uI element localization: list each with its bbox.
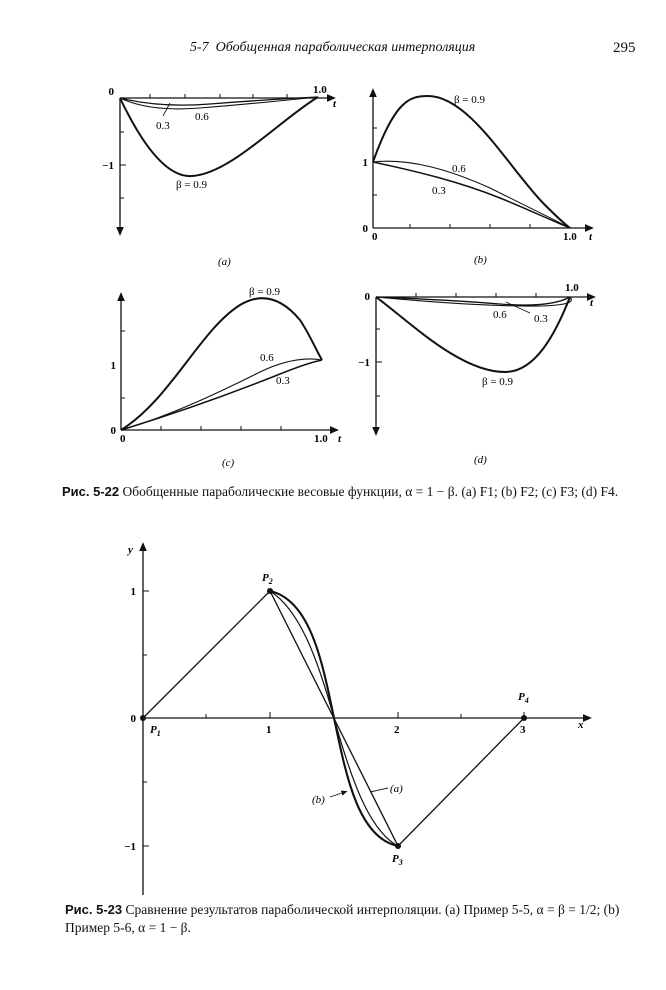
fig23-x-tick-2: 2 xyxy=(394,724,400,736)
panel-d-label-06: 0.6 xyxy=(493,309,507,321)
panel-c-curve-03 xyxy=(121,360,322,430)
panel-a-y-tick-0: 0 xyxy=(108,86,114,98)
panel-c xyxy=(121,296,335,430)
figure-5-23-caption xyxy=(65,901,653,937)
panel-a-x-end: 1.0 xyxy=(313,84,327,96)
panel-a-y-tick-neg1: −1 xyxy=(102,160,114,172)
point-p4 xyxy=(521,715,527,721)
section-number: 5-7 xyxy=(190,40,209,55)
panel-c-x-origin: 0 xyxy=(120,433,126,445)
panel-c-axis-t: t xyxy=(338,433,342,445)
label-p4: $P_4$ xyxy=(518,691,529,705)
caption-number: Рис. 5-23 xyxy=(65,902,123,917)
label-p3: $P_3$ xyxy=(392,853,403,867)
panel-a-caption-label: (a) xyxy=(218,256,231,268)
panel-b-y-tick-0: 0 xyxy=(362,223,368,235)
fig23-label-b: (b) xyxy=(312,794,325,806)
panel-d-label-09: β = 0.9 xyxy=(482,376,514,388)
panel-b-x-end: 1.0 xyxy=(563,231,577,243)
panel-d-axis-t: t xyxy=(590,297,594,309)
panel-d xyxy=(376,293,592,432)
panel-b-x-origin: 0 xyxy=(372,231,378,243)
figure-5-22-caption xyxy=(62,483,647,501)
label-p1: $P_1$ xyxy=(150,724,161,738)
fig23-y-tick-1: 1 xyxy=(130,586,136,598)
caption-text: Сравнение результатов параболической интерполяции. (a) Пример 5-5, α = β = 1/2; (b) Пример 5-6, α = 1 − β. xyxy=(65,902,620,935)
panel-a-curve-09 xyxy=(120,97,318,176)
panel-d-label-03: 0.3 xyxy=(534,313,548,325)
panel-a xyxy=(120,94,332,232)
panel-c-y-tick-1: 1 xyxy=(110,360,116,372)
panel-d-x-end: 1.0 xyxy=(565,282,579,294)
point-p3 xyxy=(395,843,401,849)
page-number: 295 xyxy=(613,40,636,56)
panel-b-caption-label: (b) xyxy=(474,254,487,266)
panel-a-axis-t: t xyxy=(333,98,337,110)
panel-c-caption-label: (c) xyxy=(222,457,235,469)
panel-b-curve-03 xyxy=(373,162,570,228)
panel-d-y-tick-neg1: −1 xyxy=(358,357,370,369)
point-p2 xyxy=(267,588,273,594)
panel-c-x-end: 1.0 xyxy=(314,433,328,445)
fig23-x-tick-1: 1 xyxy=(266,724,272,736)
fig23-y-tick-0: 0 xyxy=(130,713,136,725)
panel-b-label-03: 0.3 xyxy=(432,185,446,197)
panel-b-axis-t: t xyxy=(589,231,593,243)
panel-b-curve-06 xyxy=(373,161,570,228)
panel-b-label-06: 0.6 xyxy=(452,163,466,175)
section-title: Обобщенная параболическая интерполяция xyxy=(215,40,476,55)
panel-b-label-09: β = 0.9 xyxy=(454,94,486,106)
point-p1 xyxy=(140,715,146,721)
panel-a-label-06: 0.6 xyxy=(195,111,209,123)
panel-b-y-tick-1: 1 xyxy=(362,157,368,169)
fig23-x-tick-3: 3 xyxy=(520,724,526,736)
panel-a-label-09: β = 0.9 xyxy=(176,179,208,191)
caption-text: Обобщенные параболические весовые функции, α = 1 − β. (a) F1; (b) F2; (c) F3; (d) F4. xyxy=(122,484,619,499)
panel-d-caption-label: (d) xyxy=(474,454,487,466)
label-p2: $P_2$ xyxy=(262,572,273,586)
panel-d-curve-09 xyxy=(376,297,570,372)
panel-c-y-tick-0: 0 xyxy=(110,425,116,437)
fig23-label-a: (a) xyxy=(390,783,403,795)
panel-c-curve-09 xyxy=(121,298,322,430)
figure-5-23 xyxy=(143,546,588,895)
panel-a-label-03: 0.3 xyxy=(156,120,170,132)
fig23-y-tick-neg1: −1 xyxy=(124,841,136,853)
panel-d-y-tick-0: 0 xyxy=(364,291,370,303)
fig23-axis-y: y xyxy=(128,544,133,556)
caption-number: Рис. 5-22 xyxy=(62,484,120,499)
panel-c-label-06: 0.6 xyxy=(260,352,274,364)
fig23-axis-x: x xyxy=(578,719,584,731)
panel-c-label-03: 0.3 xyxy=(276,375,290,387)
panel-c-label-09: β = 0.9 xyxy=(249,286,281,298)
panel-b xyxy=(373,92,590,228)
